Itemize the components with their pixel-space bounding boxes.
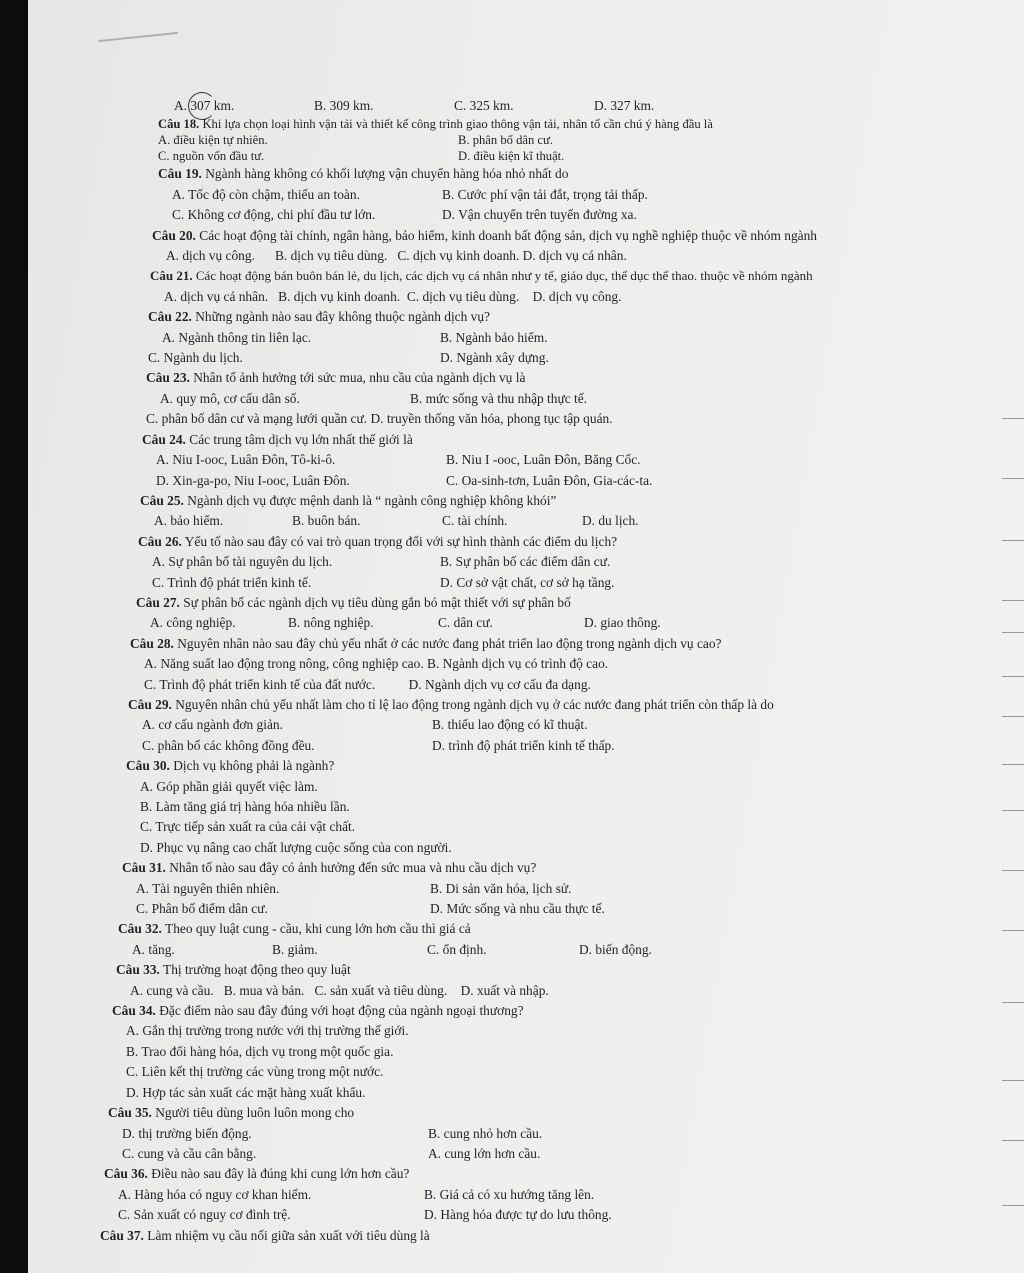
question-text: Yếu tố nào sau đây có vai trò quan trọng đối với sự hình thành các điểm du lịch?	[184, 533, 618, 549]
option: D. Hàng hóa được tự do lưu thông.	[424, 1207, 612, 1223]
question-text: Những ngành nào sau đây không thuộc ngành dịch vụ?	[195, 309, 490, 325]
option: D. giao thông.	[584, 615, 661, 631]
question-text: Dịch vụ không phải là ngành?	[173, 758, 335, 774]
option: D. Xin-ga-po, Niu I-ooc, Luân Đôn.	[156, 472, 350, 488]
option: B. Giá cả có xu hướng tăng lên.	[424, 1186, 595, 1202]
option: C. dân cư.	[438, 615, 493, 631]
option: A. tăng.	[132, 941, 175, 957]
question-label: Câu 32.	[118, 921, 162, 937]
option: A. Tốc độ còn chậm, thiếu an toàn.	[172, 186, 360, 202]
question-text: Nguyên nhân nào sau đây chủ yếu nhất ở các nước đang phát triển lao động trong ngành dịch vụ cao?	[177, 635, 722, 651]
options-line: C. Trình độ phát triển kinh tế của đất nước. D. Ngành dịch vụ cơ cấu đa dạng.	[144, 676, 591, 692]
option: C. nguồn vốn đầu tư.	[158, 149, 265, 164]
question-label: Câu 23.	[146, 370, 190, 386]
question-21	[118, 266, 978, 307]
question-label: Câu 21.	[150, 268, 193, 284]
question-label: Câu 35.	[108, 1105, 152, 1121]
option: A. Sự phân bố tài nguyên du lịch.	[152, 554, 333, 570]
option: B. thiếu lao động có kĩ thuật.	[432, 717, 588, 733]
option: A. Gắn thị trường trong nước với thị trường thế giới.	[126, 1023, 409, 1039]
question-label: Câu 30.	[126, 758, 170, 774]
question-35	[108, 1103, 978, 1164]
option: B. Ngành bảo hiểm.	[440, 329, 548, 345]
option: B. Sự phân bố các điểm dân cư.	[440, 554, 611, 570]
question-29	[118, 695, 978, 756]
question-label: Câu 29.	[128, 696, 172, 712]
question-17-options	[118, 96, 978, 116]
option: D. 327 km.	[594, 98, 655, 113]
option: B. cung nhỏ hơn cầu.	[428, 1125, 543, 1141]
question-label: Câu 27.	[136, 594, 180, 610]
option: A. 307 km.	[174, 98, 235, 113]
option: B. Trao đổi hàng hóa, dịch vụ trong một quốc gia.	[126, 1043, 394, 1059]
question-label: Câu 18.	[158, 117, 200, 132]
photo-dark-edge	[0, 0, 28, 1273]
question-text: Các trung tâm dịch vụ lớn nhất thế giới là	[189, 431, 413, 447]
question-label: Câu 19.	[158, 166, 202, 182]
option: C. Trình độ phát triển kinh tế.	[152, 574, 312, 590]
question-27	[118, 593, 978, 634]
question-label: Câu 31.	[122, 860, 166, 876]
option: D. điều kiện kĩ thuật.	[458, 149, 565, 164]
option: C. Oa-sinh-tơn, Luân Đôn, Gia-các-ta.	[446, 472, 653, 488]
option: C. cung và cầu cân bằng.	[122, 1145, 257, 1161]
question-label: Câu 37.	[100, 1227, 144, 1243]
question-24	[118, 430, 978, 491]
option: D. Cơ sở vật chất, cơ sở hạ tầng.	[440, 574, 615, 590]
option: C. Liên kết thị trường các vùng trong một nước.	[126, 1064, 384, 1080]
question-26	[118, 532, 978, 593]
option: C. Sản xuất có nguy cơ đình trệ.	[118, 1207, 291, 1223]
answer-circle-mark	[188, 92, 216, 120]
question-text: Ngành dịch vụ được mệnh danh là “ ngành công nghiệp không khói”	[187, 492, 557, 508]
question-label: Câu 26.	[138, 533, 182, 549]
question-label: Câu 25.	[140, 492, 184, 508]
question-28	[118, 634, 978, 695]
question-34	[112, 1001, 978, 1103]
option: C. Trực tiếp sản xuất ra của cải vật chất.	[140, 819, 356, 835]
option: B. giảm.	[272, 941, 318, 957]
question-33	[116, 960, 978, 1001]
question-text: Nguyên nhân chủ yếu nhất làm cho tỉ lệ lao động trong ngành dịch vụ ở các nước đang phát triển còn thấp là do	[175, 696, 774, 712]
options-line: A. dịch vụ cá nhân. B. dịch vụ kinh doanh. C. dịch vụ tiêu dùng. D. dịch vụ công.	[164, 288, 622, 304]
options-line: A. cung và cầu. B. mua và bán. C. sản xuất và tiêu dùng. D. xuất và nhập.	[130, 982, 549, 998]
option: C. Phân bố điểm dân cư.	[136, 901, 268, 917]
question-18	[118, 116, 978, 164]
options-line: A. dịch vụ công. B. dịch vụ tiêu dùng. C. dịch vụ kinh doanh. D. dịch vụ cá nhân.	[166, 248, 627, 264]
margin-lines	[984, 0, 1024, 1273]
question-31	[118, 858, 978, 919]
option: D. thị trường biến động.	[122, 1125, 252, 1141]
option: A. cung lớn hơn cầu.	[428, 1145, 541, 1161]
option: B. phân bố dân cư.	[458, 133, 553, 148]
question-23	[118, 368, 978, 429]
question-label: Câu 28.	[130, 635, 174, 651]
question-label: Câu 36.	[104, 1166, 148, 1182]
option: C. 325 km.	[454, 98, 514, 113]
option: A. Hàng hóa có nguy cơ khan hiếm.	[118, 1186, 312, 1202]
question-text: Các hoạt động bán buôn bán lẻ, du lịch, các dịch vụ cá nhân như y tế, giáo dục, thể dục thể thao. thuộc về nhóm ngành	[195, 268, 813, 284]
question-30	[118, 756, 978, 858]
question-text: Điều nào sau đây là đúng khi cung lớn hơn cầu?	[151, 1166, 410, 1182]
option: B. mức sống và thu nhập thực tế.	[410, 390, 588, 406]
question-text: Nhân tố ảnh hưởng tới sức mua, nhu cầu của ngành dịch vụ là	[193, 370, 526, 386]
exam-paper	[28, 0, 1024, 1273]
option: A. Niu I-ooc, Luân Đôn, Tô-ki-ô.	[156, 452, 336, 468]
options-line: C. phân bố dân cư và mạng lưới quần cư. D. truyền thống văn hóa, phong tục tập quán.	[146, 411, 613, 427]
question-label: Câu 34.	[112, 1003, 156, 1019]
question-list	[100, 96, 978, 1246]
question-text: Người tiêu dùng luôn luôn mong cho	[155, 1105, 355, 1121]
option: A. bảo hiểm.	[154, 513, 224, 529]
option: A. Góp phần giải quyết việc làm.	[140, 778, 318, 794]
option: C. tài chính.	[442, 513, 508, 529]
option: A. công nghiệp.	[150, 615, 236, 631]
option: B. Làm tăng giá trị hàng hóa nhiều lần.	[140, 799, 350, 814]
option: A. điều kiện tự nhiên.	[158, 133, 268, 148]
question-text: Đặc điểm nào sau đây đúng với hoạt động của ngành ngoại thương?	[159, 1003, 524, 1019]
option: D. Hợp tác sản xuất các mặt hàng xuất khẩu.	[126, 1084, 366, 1100]
option: D. Vận chuyển trên tuyến đường xa.	[442, 207, 637, 223]
question-text: Ngành hàng không có khối lượng vận chuyển hàng hóa nhỏ nhất do	[205, 166, 569, 182]
option: D. Mức sống và nhu cầu thực tế.	[430, 901, 605, 917]
option: C. phân bố các không đồng đều.	[142, 737, 315, 753]
question-label: Câu 20.	[152, 227, 196, 243]
option: D. biến động.	[579, 941, 652, 957]
option: A. Tài nguyên thiên nhiên.	[136, 880, 280, 896]
option: A. quy mô, cơ cấu dân số.	[160, 390, 300, 406]
options-line: A. Năng suất lao động trong nông, công nghiệp cao. B. Ngành dịch vụ có trình độ cao.	[144, 656, 609, 672]
question-label: Câu 22.	[148, 309, 192, 325]
option: B. Niu I -ooc, Luân Đôn, Băng Cốc.	[446, 452, 641, 468]
question-label: Câu 33.	[116, 962, 160, 978]
option: B. 309 km.	[314, 98, 374, 113]
question-25	[118, 491, 978, 532]
question-19	[118, 164, 978, 225]
question-text: Sự phân bố các ngành dịch vụ tiêu dùng gắn bó mật thiết với sự phân bố	[183, 594, 571, 610]
question-32	[118, 919, 978, 960]
option: C. Ngành du lịch.	[148, 350, 243, 366]
question-label: Câu 24.	[142, 431, 186, 447]
option: C. ổn định.	[427, 941, 487, 957]
option: C. Không cơ động, chi phí đầu tư lớn.	[172, 207, 376, 223]
option: A. cơ cấu ngành đơn giản.	[142, 717, 283, 733]
option: A. Ngành thông tin liên lạc.	[162, 329, 312, 345]
option: B. Cước phí vận tải đắt, trọng tải thấp.	[442, 186, 648, 202]
option: B. buôn bán.	[292, 513, 361, 529]
question-text: Theo quy luật cung - cầu, khi cung lớn hơn cầu thì giá cả	[165, 921, 471, 937]
question-20	[118, 226, 978, 267]
question-text: Làm nhiệm vụ cầu nối giữa sản xuất với tiêu dùng là	[147, 1227, 430, 1243]
option: B. Di sản văn hóa, lịch sử.	[430, 880, 572, 896]
question-22	[118, 307, 978, 368]
option: D. Ngành xây dựng.	[440, 350, 549, 366]
option: D. du lịch.	[582, 513, 639, 529]
question-36	[104, 1164, 978, 1225]
pen-mark	[98, 32, 178, 42]
option: D. trình độ phát triển kinh tế thấp.	[432, 737, 615, 753]
option: D. Phục vụ nâng cao chất lượng cuộc sống của con người.	[140, 839, 452, 855]
question-text: Nhân tố nào sau đây có ảnh hưởng đến sức mua và nhu cầu dịch vụ?	[169, 860, 537, 876]
question-text: Thị trường hoạt động theo quy luật	[163, 962, 351, 978]
option: B. nông nghiệp.	[288, 615, 374, 631]
question-37	[100, 1226, 978, 1246]
question-text: Các hoạt động tài chính, ngân hàng, bảo hiểm, kinh doanh bất động sản, dịch vụ nghề nghiệp thuộc về nhóm ngành	[199, 227, 817, 243]
question-text: Khi lựa chọn loại hình vận tải và thiết kế công trình giao thông vận tải, nhân tố cần chú ý hàng đầu là	[202, 117, 713, 132]
